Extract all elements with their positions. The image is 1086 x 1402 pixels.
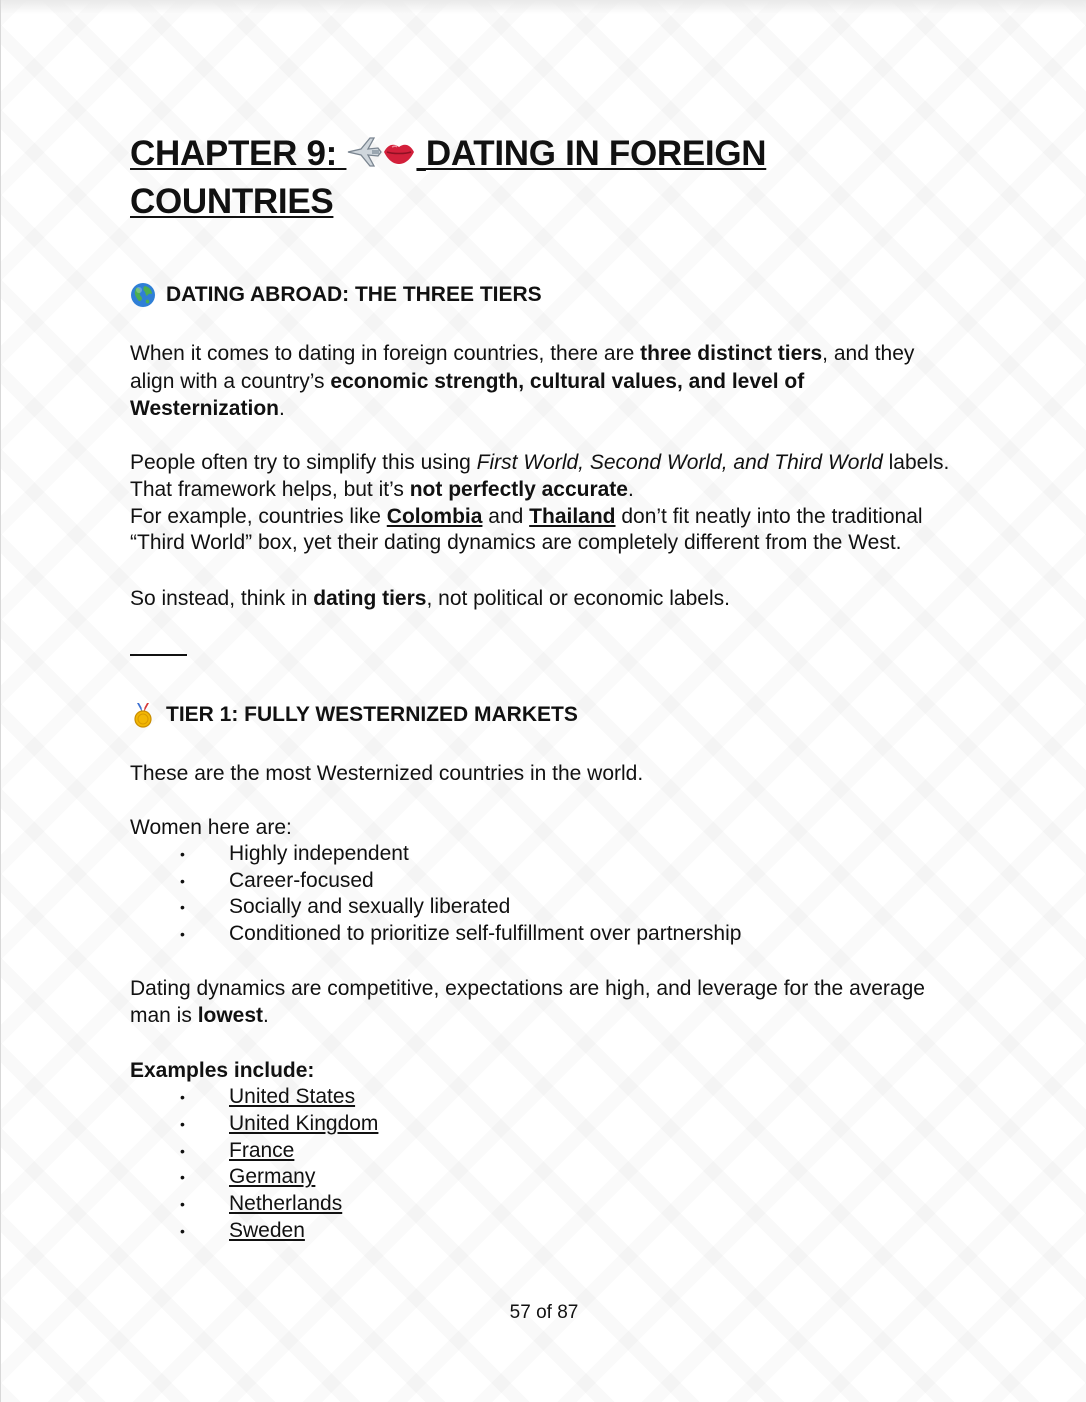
women-label: Women here are: (130, 815, 292, 839)
bullet: • (180, 1222, 185, 1239)
bullet: • (180, 1169, 185, 1186)
text-span: Dating dynamics are competitive, expectations are high, and leverage for the average man is (130, 976, 925, 1028)
bold-text: Examples include: (130, 1058, 315, 1082)
lips-icon (382, 140, 416, 166)
text-span: For example, countries like (130, 504, 387, 528)
paragraph-example (130, 504, 960, 557)
link-colombia[interactable]: Colombia (386, 504, 483, 528)
section-heading-text: TIER 1: FULLY WESTERNIZED MARKETS (166, 703, 578, 726)
text-span: , and they align with a country’s (130, 342, 915, 393)
chapter-title-main: DATING IN FOREIGN (425, 134, 767, 173)
bold-text: not perfectly accurate (409, 478, 628, 501)
list-item (130, 1111, 960, 1138)
paragraph-tier1-intro: These are the most Westernized countries in the world. (130, 762, 644, 785)
bullet: • (180, 846, 185, 862)
page-content (130, 130, 960, 1245)
airplane-icon (346, 136, 382, 168)
link-thailand[interactable]: Thailand (529, 504, 616, 528)
gold-medal-icon (130, 702, 156, 728)
section-heading-text: DATING ABROAD: THE THREE TIERS (166, 283, 542, 306)
page-top-shadow (1, 0, 1086, 14)
text-span: . (627, 478, 634, 501)
chapter-title-icons (346, 134, 425, 173)
list-item (130, 921, 960, 948)
paragraph-intro (130, 340, 960, 423)
examples-label (130, 1057, 960, 1085)
bold-text: economic strength, cultural values, and level of Westernization (130, 369, 805, 420)
italic-text: First World, Second World, and Third World (476, 450, 883, 474)
list-item-text: Socially and sexually liberated (229, 895, 511, 919)
list-item (130, 841, 960, 868)
bullet: • (180, 1142, 185, 1159)
paragraph-labels (130, 449, 960, 504)
section-heading-tiers (130, 280, 960, 310)
text-span: People often try to simplify this using (130, 450, 477, 474)
list-item (130, 1191, 960, 1218)
traits-list (130, 841, 960, 948)
bullet: • (180, 872, 185, 889)
bullet: • (180, 899, 185, 916)
list-item (130, 868, 960, 895)
bold-text: lowest (197, 1004, 264, 1028)
list-item (130, 1084, 960, 1111)
list-item (130, 1164, 960, 1191)
bullet: • (180, 1116, 185, 1133)
globe-icon (130, 282, 156, 308)
link-france[interactable]: France (229, 1138, 295, 1162)
bullet: • (180, 1196, 185, 1213)
link-germany[interactable]: Germany (229, 1165, 316, 1189)
paragraph-tiers-summary (130, 585, 960, 613)
chapter-title-prefix: CHAPTER 9: (130, 134, 338, 173)
page-number: 57 of 87 (509, 1302, 579, 1323)
link-netherlands[interactable]: Netherlands (229, 1192, 343, 1216)
text-span: don’t fit neatly into the traditional “Third World” box, yet their dating dynamics are completely different from the West. (130, 504, 923, 554)
bullet: • (180, 1089, 185, 1106)
paragraph-dynamics (130, 975, 960, 1030)
link-united-states[interactable]: United States (229, 1085, 356, 1109)
text-span: labels. That framework helps, but it’s (130, 450, 950, 501)
bold-text: three distinct tiers (640, 342, 823, 365)
bullet: • (180, 926, 185, 943)
bold-text: dating tiers (313, 586, 427, 610)
text-span: . (278, 397, 285, 420)
link-united-kingdom[interactable]: United Kingdom (229, 1112, 379, 1136)
list-item (130, 1218, 960, 1245)
text-span: . (263, 1004, 269, 1028)
section-heading-tier1 (130, 700, 960, 730)
list-item-text: Conditioned to prioritize self-fulfillment over partnership (229, 922, 742, 946)
examples-list (130, 1084, 960, 1244)
link-sweden[interactable]: Sweden (229, 1218, 305, 1242)
text-span: and (482, 504, 530, 528)
list-item-text: Career-focused (229, 868, 374, 892)
chapter-title-line2: COUNTRIES (130, 182, 334, 221)
list-item (130, 894, 960, 921)
chapter-title (130, 130, 960, 226)
text-span: , not political or economic labels. (426, 586, 730, 610)
list-item-text: Highly independent (229, 842, 409, 865)
text-span: When it comes to dating in foreign countries, there are (130, 342, 641, 365)
list-item (130, 1138, 960, 1165)
text-span: So instead, think in (130, 586, 314, 610)
